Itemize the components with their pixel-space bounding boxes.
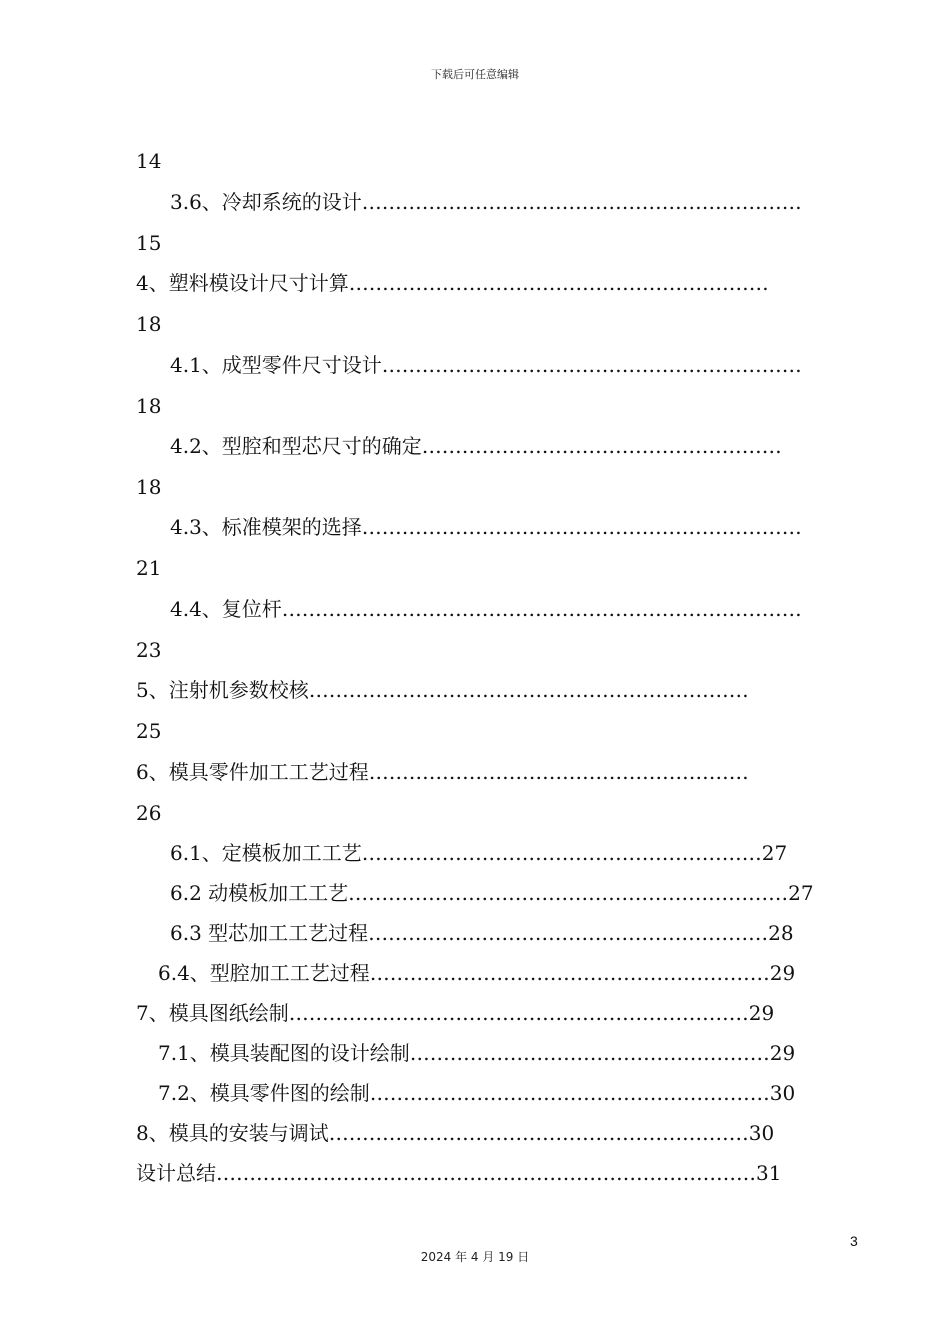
- toc-entry-6-1: 6.1、定模板加工工艺……………………………………………………27: [170, 841, 788, 865]
- toc-page-ref: 23: [136, 638, 162, 662]
- toc-page-ref: 14: [136, 149, 162, 173]
- toc-entry-3-6: 3.6、冷却系统的设计…………………………………………………………: [170, 190, 802, 214]
- toc-entry-7-1: 7.1、模具装配图的设计绘制………………………………………………29: [158, 1041, 796, 1065]
- toc-entry-6: 6、模具零件加工工艺过程…………………………………………………: [136, 760, 749, 784]
- toc-entry-4-2: 4.2、型腔和型芯尺寸的确定………………………………………………: [170, 434, 782, 458]
- toc-page-ref: 18: [136, 394, 162, 418]
- toc-entry-6-2: 6.2 动模板加工工艺…………………………………………………………27: [170, 881, 814, 905]
- toc-entry-6-3: 6.3 型芯加工工艺过程……………………………………………………28: [170, 921, 794, 945]
- toc-entry-8: 8、模具的安装与调试………………………………………………………30: [136, 1121, 775, 1145]
- page-footer-date: 2024 年 4 月 19 日: [420, 1250, 530, 1264]
- toc-entry-4-4: 4.4、复位杆……………………………………………………………………: [170, 597, 802, 621]
- toc-page-ref: 18: [136, 475, 162, 499]
- toc-entry-5: 5、注射机参数校核…………………………………………………………: [136, 678, 749, 702]
- toc-entry-4: 4、塑料模设计尺寸计算………………………………………………………: [136, 271, 769, 295]
- toc-entry-4-1: 4.1、成型零件尺寸设计………………………………………………………: [170, 353, 802, 377]
- toc-page-ref: 26: [136, 801, 162, 825]
- page-number: 3: [850, 1233, 858, 1249]
- toc-entry-4-3: 4.3、标准模架的选择…………………………………………………………: [170, 515, 802, 539]
- toc-page-ref: 21: [136, 556, 162, 580]
- toc-entry-7: 7、模具图纸绘制……………………………………………………………29: [136, 1001, 775, 1025]
- toc-page-ref: 15: [136, 231, 162, 255]
- page-header: 下载后可任意编辑: [431, 68, 519, 81]
- toc-entry-7-2: 7.2、模具零件图的绘制……………………………………………………30: [158, 1081, 796, 1105]
- toc-page-ref: 18: [136, 312, 162, 336]
- toc-entry-summary: 设计总结………………………………………………………………………31: [136, 1161, 782, 1185]
- toc-entry-6-4: 6.4、型腔加工工艺过程……………………………………………………29: [158, 961, 796, 985]
- toc-page-ref: 25: [136, 719, 162, 743]
